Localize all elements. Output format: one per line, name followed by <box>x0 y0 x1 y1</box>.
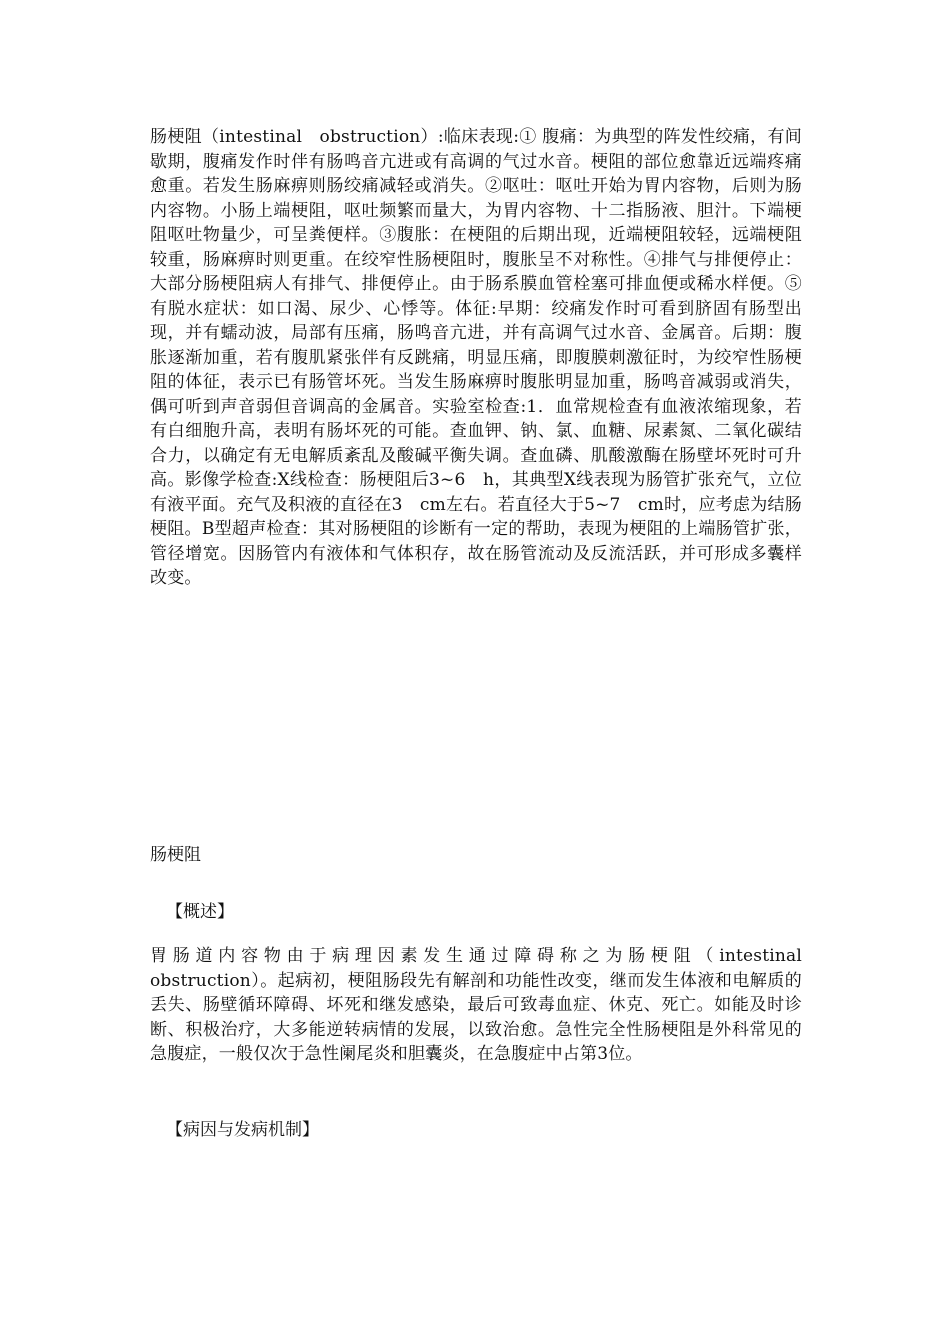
overview-paragraph: 胃肠道内容物由于病理因素发生通过障碍称之为肠梗阻（intestinal obstruction）。起病初，梗阻肠段先有解剖和功能性改变，继而发生体液和电解质的丢失、肠壁循环障碍、坏死和继发感染，最后可致毒血症、休克、死亡。如能及时诊断、积极治疗，大多能逆转病情的发展，以致治愈。急性完全性肠梗阻是外科常见的急腹症，一般仅次于急性阑尾炎和胆囊炎，在急腹症中占第3位。 <box>150 946 820 1064</box>
section-heading-overview: 【概述】 <box>166 902 234 922</box>
document-title: 肠梗阻 <box>150 845 201 865</box>
section-heading-etiology: 【病因与发病机制】 <box>166 1120 319 1140</box>
clinical-manifestations-paragraph: 肠梗阻（intestinal obstruction）:临床表现:① 腹痛：为典型的阵发性绞痛，有间歇期，腹痛发作时伴有肠鸣音亢进或有高调的气过水音。梗阻的部位愈靠近远端疼痛愈重。若发生肠麻痹则肠绞痛减轻或消失。②呕吐：呕吐开始为胃内容物，后则为肠内容物。小肠上端梗阻，呕吐频繁而量大，为胃内容物、十二指肠液、胆汁。下端梗阻呕吐物量少，可呈粪便样。③腹胀：在梗阻的后期出现，近端梗阻较轻，远端梗阻较重，肠麻痹时则更重。在绞窄性肠梗阻时，腹胀呈不对称性。④排气与排便停止：大部分肠梗阻病人有排气、排便停止。由于肠系膜血管栓塞可排血便或稀水样便。⑤有脱水症状：如口渴、尿少、心悸等。体征:早期：绞痛发作时可看到脐固有肠型出现，并有蠕动波，局部有压痛，肠鸣音亢进，并有高调气过水音、金属音。后期：腹胀逐渐加重，若有腹肌紧张伴有反跳痛，明显压痛，即腹膜刺激征时，为绞窄性肠梗阻的体征，表示已有肠管坏死。当发生肠麻痹时腹胀明显加重，肠鸣音减弱或消失，偶可听到声音弱但音调高的金属音。实验室检查:1．血常规检查有血液浓缩现象，若有白细胞升高，表明有肠坏死的可能。查血钾、钠、氯、血糖、尿素氮、二氧化碳结合力，以确定有无电解质紊乱及酸碱平衡失调。查血磷、肌酸激酶在肠壁坏死时可升高。影像学检查:X线检查：肠梗阻后3~6 h，其典型X线表现为肠管扩张充气，立位有液平面。充气及积液的直径在3 cm左右。若直径大于5~7 cm时，应考虑为结肠梗阻。B型超声检查：其对肠梗阻的诊断有一定的帮助，表现为梗阻的上端肠管扩张，管径增宽。因肠管内有液体和气体积存，故在肠管流动及反流活跃，并可形成多囊样改变。 <box>150 127 802 588</box>
